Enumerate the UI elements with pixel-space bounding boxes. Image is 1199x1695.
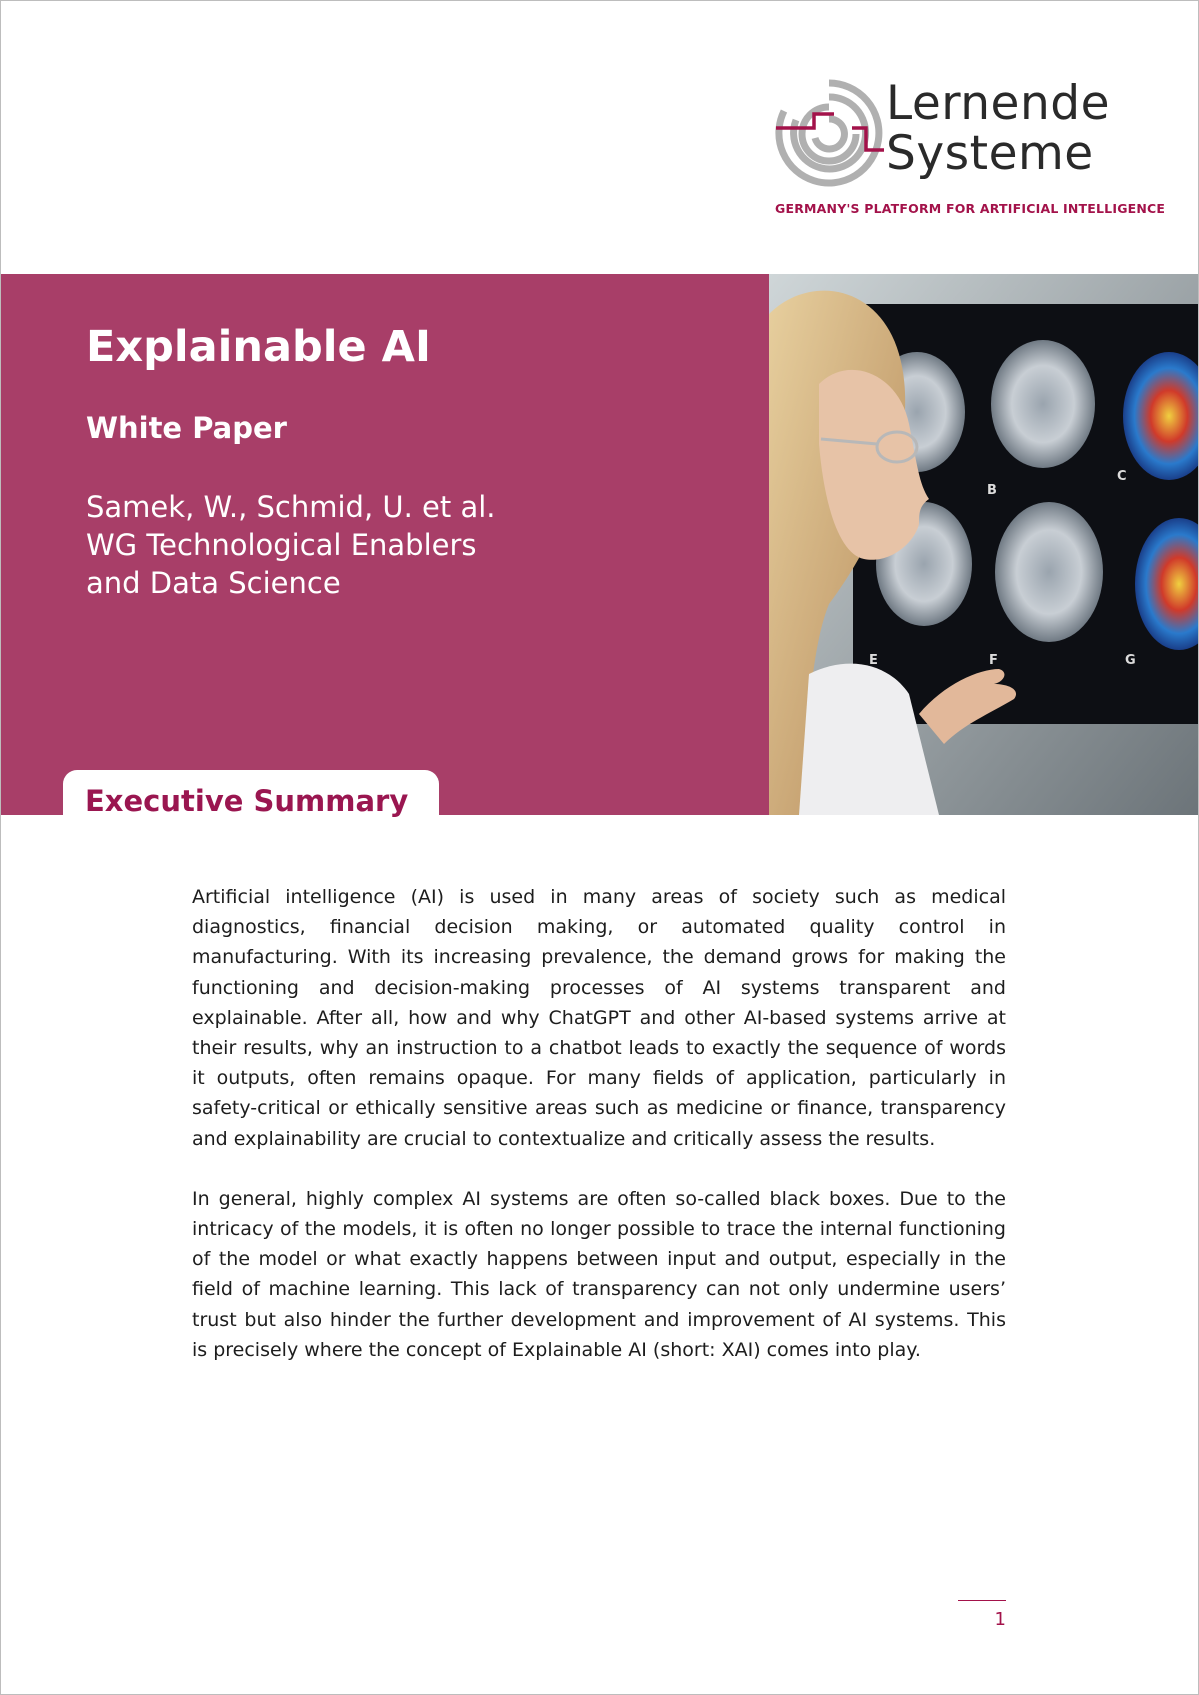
logo-word-lernende: Lernende: [886, 76, 1111, 131]
logo-word-systeme: Systeme: [886, 126, 1094, 181]
body-paragraph: In general, highly complex AI systems are often so-called black boxes. Due to the intricacy of the models, it is often no longer possible to trace the internal functioning of the model or what exactly happens between input and output, especially in the field of machine learning. This lack of transparency can not only undermine users’ trust but also hinder the further development and improvement of AI systems. This is precisely where the concept of Explainable AI (short: XAI) comes into play.: [192, 1187, 1006, 1361]
document-type: White Paper: [86, 411, 287, 445]
lernende-systeme-logo: [774, 76, 1166, 221]
author-block: [86, 488, 496, 602]
document-title: Explainable AI: [86, 322, 431, 372]
cover-photo-brain-scans: [769, 274, 1198, 815]
scan-label: E: [869, 653, 878, 668]
brain-scan-illustration: [769, 274, 1198, 815]
body-paragraph: Artificial intelligence (AI) is used in many areas of society such as medical diagnostics, financial decision making, or automated quality control in manufacturing. With its increasing prevalence, the demand grows for making the functioning and decision-making processes of AI systems transparent and explainable. After all, how and why ChatGPT and other AI-based systems arrive at their results, why an instruction to a chatbot leads to exactly the sequence of words it outputs, often remains opaque. For many fields of application, particularly in safety-critical or ethically sensitive areas such as medicine or finance, transparency and explainability are crucial to contextualize and critically assess the results.: [192, 886, 1006, 1150]
author-line: and Data Science: [86, 566, 341, 600]
scan-label: B: [987, 483, 997, 498]
section-heading-tab: [63, 770, 439, 830]
scan-label: G: [1125, 653, 1136, 668]
executive-summary-body: [192, 882, 1006, 1395]
section-heading: Executive Summary: [85, 784, 409, 818]
maze-logo-icon: [774, 78, 884, 188]
scan-label: F: [989, 653, 998, 668]
hero-band: [1, 274, 769, 815]
author-line: WG Technological Enablers: [86, 528, 477, 562]
logo-tagline: GERMANY'S PLATFORM FOR ARTIFICIAL INTELLIGENCE: [775, 201, 1166, 216]
page-number: 1: [994, 1609, 1006, 1630]
author-line: Samek, W., Schmid, U. et al.: [86, 490, 496, 524]
page-number-rule: [958, 1600, 1006, 1601]
scan-label: C: [1117, 469, 1127, 484]
